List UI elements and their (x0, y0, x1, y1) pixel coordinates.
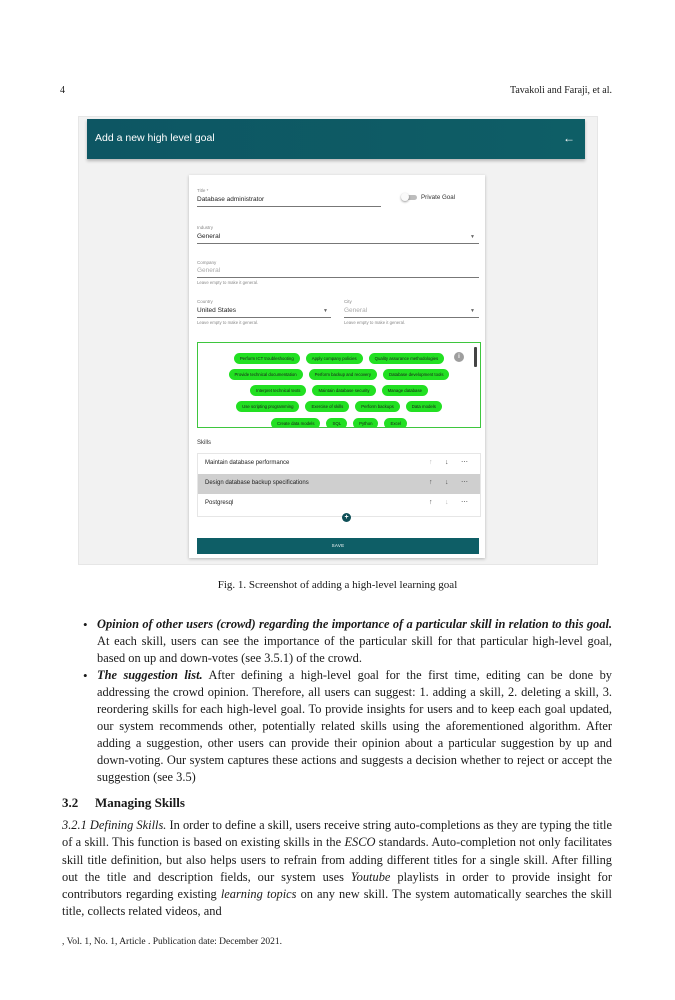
section-heading (62, 795, 185, 811)
section-title: Managing Skills (95, 795, 185, 810)
paragraph-text: on any new skill. The system automatically searches the skill title, collects related videos, and (62, 887, 612, 919)
bullet-lead: Opinion of other users (crowd) regarding the importance of a particular skill in relation to this goal. (97, 617, 612, 631)
page-number: 4 (60, 85, 65, 96)
emphasis-text: learning topics (220, 887, 297, 902)
suggested-skill-chip[interactable]: Perform backups (355, 401, 399, 412)
bullet-lead: The suggestion list. (97, 668, 203, 682)
skills-heading: Skills (197, 440, 212, 446)
arrow-down-icon[interactable]: ↓ (445, 479, 449, 486)
toggle-thumb[interactable] (401, 193, 409, 201)
emphasis-text: ESCO (344, 835, 376, 850)
chevron-down-icon[interactable]: ▼ (470, 234, 475, 240)
suggested-skill-chip[interactable]: Use scripting programming (236, 401, 299, 412)
bullet-text: At each skill, users can see the importance of the particular skill for that particular high-level goal, based on up and down-votes (see 3.5.1) of the crowd. (97, 634, 612, 665)
goal-form (189, 175, 485, 558)
save-button[interactable]: SAVE (197, 538, 479, 554)
chip-row (198, 418, 480, 428)
arrow-down-icon[interactable]: ↓ (445, 459, 449, 466)
paragraph-text: playlists in order to provide insight for contributors regarding existing (62, 869, 612, 902)
company-help: Leave empty to make it general. (197, 280, 259, 285)
chip-row (198, 385, 480, 396)
suggested-skills-box (197, 342, 481, 428)
skill-name: Postgresql (205, 500, 234, 506)
industry-label: Industry (197, 225, 214, 230)
suggested-skill-chip[interactable]: Perform backup and recovery (309, 369, 377, 380)
company-label: Company (197, 260, 217, 265)
emphasis-text: Youtube (350, 869, 391, 884)
industry-underline (197, 243, 479, 244)
city-label: City (344, 299, 352, 304)
suggested-skill-chip[interactable]: Manage database (382, 385, 428, 396)
suggested-skill-chip[interactable]: Database development tools (383, 369, 449, 380)
suggested-skill-chip[interactable]: Interpret technical texts (250, 385, 306, 396)
company-input[interactable]: General (197, 267, 221, 274)
skill-row[interactable] (198, 454, 480, 474)
suggested-skill-chip[interactable]: Create data models (271, 418, 321, 428)
scrollbar-thumb[interactable] (474, 347, 477, 367)
title-label: Title * (197, 188, 209, 193)
private-goal-label: Private Goal (421, 194, 456, 201)
arrow-up-icon[interactable]: ↑ (429, 459, 433, 466)
running-head: Tavakoli and Faraji, et al. (509, 85, 612, 96)
city-select[interactable]: General (344, 307, 368, 314)
paragraph-text: standards. Auto-completion not only facilitates skill title definition, but also helps users to refrain from adding different titles for a single skill. After filling out the title and description fields, our system uses (62, 835, 613, 884)
paragraph-text: In order to define a skill, users receive string auto-completions as they are typing the title of a skill. This function is based on existing skills in the (62, 818, 612, 850)
country-underline (197, 317, 331, 318)
chip-row (198, 401, 480, 412)
skill-name: Maintain database performance (205, 460, 290, 466)
arrow-down-icon[interactable]: ↓ (445, 499, 449, 506)
bullet-list (80, 616, 612, 786)
city-underline (344, 317, 479, 318)
figure-caption: Fig. 1. Screenshot of adding a high-level learning goal (217, 579, 458, 591)
skill-row[interactable] (198, 474, 480, 494)
suggested-skill-chip[interactable]: SQL (326, 418, 347, 428)
page-header (60, 85, 612, 101)
suggested-skill-chip[interactable]: Provide technical documentation (229, 369, 303, 380)
suggested-skill-chip[interactable]: Exercise of skills (305, 401, 349, 412)
suggested-skill-chip[interactable]: Apply company policies (306, 353, 363, 364)
add-skill-icon[interactable]: + (342, 513, 351, 522)
industry-select[interactable]: General (197, 233, 221, 240)
suggested-skill-chip[interactable]: Maintain database security (312, 385, 375, 396)
skill-name: Design database backup specifications (205, 480, 309, 486)
list-item (80, 616, 612, 667)
more-icon[interactable]: ⋯ (461, 479, 468, 486)
suggested-skill-chip[interactable]: Quality assurance methodologies (369, 353, 445, 364)
app-bar (87, 119, 585, 159)
suggested-skill-chip[interactable]: Excel (384, 418, 407, 428)
body-paragraph (62, 817, 612, 921)
company-underline (197, 277, 479, 278)
country-help: Leave empty to make it general. (197, 320, 259, 325)
subsection-heading: 3.2.1 Defining Skills. (62, 818, 167, 832)
chip-row (198, 369, 480, 380)
chevron-down-icon[interactable]: ▼ (323, 308, 328, 314)
city-help: Leave empty to make it general. (344, 320, 406, 325)
bullet-text: After defining a high-level goal for the first time, editing can be done by addressing the crowd opinion. Therefore, all users can suggest: 1. adding a skill, 2. deleting a skill, 3. reordering skills for each high-level goal. To provide insights for users and to keep each goal updated, our system recommends other, potentially related skills using the aforementioned algorithm. After adding a suggestion, other users can provide their opinion about a particular suggestion by up and down-voting. Our system captures these actions and suggests a decision whether to reject or accept the suggestion (see 3.5) (97, 668, 612, 784)
more-icon[interactable]: ⋯ (461, 499, 468, 506)
figure-screenshot (78, 116, 598, 565)
chevron-down-icon[interactable]: ▼ (470, 308, 475, 314)
app-title: Add a new high level goal (95, 132, 215, 144)
title-input[interactable]: Database administrator (197, 196, 265, 203)
skills-list (197, 453, 481, 517)
suggested-skill-chip[interactable]: Perform ICT troubleshooting (234, 353, 300, 364)
country-select[interactable]: United States (197, 307, 237, 314)
chip-row (198, 353, 480, 364)
section-number: 3.2 (62, 795, 79, 810)
suggested-skill-chip[interactable]: Python (353, 418, 378, 428)
page-footer: , Vol. 1, No. 1, Article . Publication date: December 2021. (62, 937, 282, 947)
arrow-up-icon[interactable]: ↑ (429, 479, 433, 486)
info-icon[interactable]: i (454, 352, 464, 362)
more-icon[interactable]: ⋯ (461, 459, 468, 466)
country-label: Country (197, 299, 213, 304)
skill-row[interactable] (198, 494, 480, 514)
arrow-left-icon[interactable]: ← (563, 131, 575, 145)
list-item (80, 667, 612, 786)
suggested-skill-chip[interactable]: Data models (406, 401, 442, 412)
arrow-up-icon[interactable]: ↑ (429, 499, 433, 506)
title-underline (197, 206, 381, 207)
